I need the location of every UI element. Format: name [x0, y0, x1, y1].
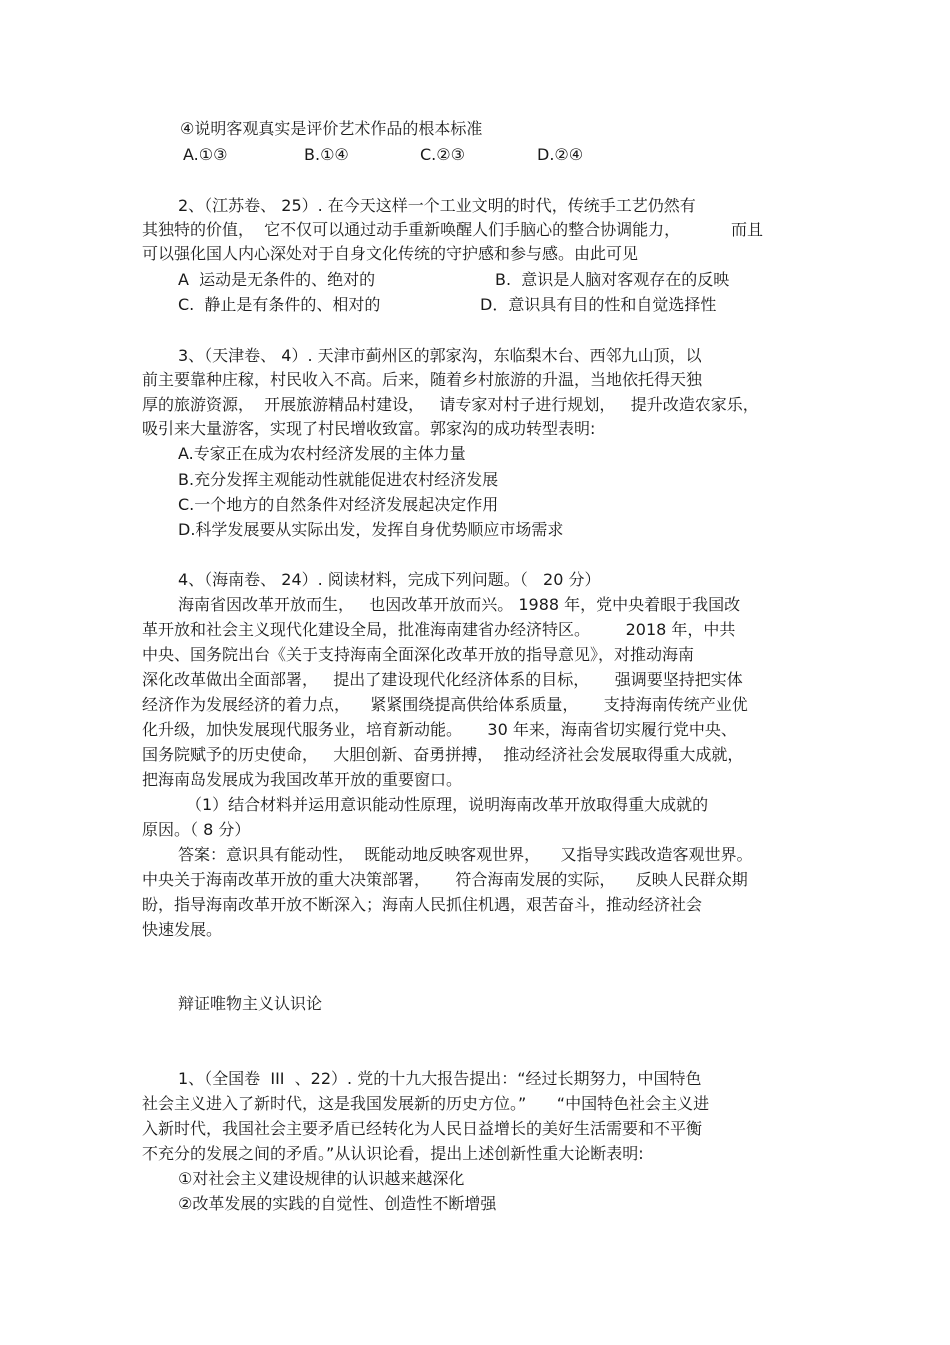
q4-subquestion-line-1: （1）结合材料并运用意识能动性原理，说明海南改革开放取得重大成就的 — [186, 795, 709, 814]
q4-line-2: 海南省因改革开放而生， 也因改革开放而兴。 1988 年，党中央着眼于我国改 — [178, 595, 741, 614]
q4-line-4: 中央、国务院出台《关于支持海南全面深化改革开放的指导意见》，对推动海南 — [142, 645, 695, 664]
choice-d: D.②④ — [537, 145, 584, 164]
q2-option-a: A 运动是无条件的、绝对的 — [178, 270, 376, 289]
q4-line-7: 化升级，加快发展现代服务业，培育新动能。 30 年来，海南省切实履行党中央、 — [142, 720, 737, 739]
q3-line-2: 前主要靠种庄稼，村民收入不高。后来，随着乡村旅游的升温，当地依托得天独 — [142, 370, 703, 389]
q4-line-6: 经济作为发展经济的着力点， 紧紧围绕提高供给体系质量， 支持海南传统产业优 — [142, 695, 748, 714]
q3-option-d: D.科学发展要从实际出发，发挥自身优势顺应市场需求 — [178, 520, 564, 539]
choice-a: A.①③ — [183, 145, 228, 164]
q4-answer-line-2: 中央关于海南改革开放的重大决策部署， 符合海南发展的实际， 反映人民群众期 — [142, 870, 748, 889]
choice-b: B.①④ — [304, 145, 349, 164]
q1b-line-4: 不充分的发展之间的矛盾。”从认识论看，提出上述创新性重大论断表明: — [142, 1144, 644, 1163]
q4-answer-line-3: 盼，指导海南改革开放不断深入；海南人民抓住机遇，艰苦奋斗，推动经济社会 — [142, 895, 703, 914]
q4-line-9: 把海南岛发展成为我国改革开放的重要窗口。 — [142, 770, 463, 789]
q1b-item-1: ①对社会主义建设规律的认识越来越深化 — [178, 1169, 465, 1188]
q4-line-5: 深化改革做出全面部署， 提出了建设现代化经济体系的目标， 强调要坚持把实体 — [142, 670, 743, 689]
option-item-4: ④说明客观真实是评价艺术作品的根本标准 — [180, 119, 483, 138]
q4-subquestion-line-2: 原因。（ 8 分） — [142, 820, 251, 839]
q4-line-8: 国务院赋予的历史使命， 大胆创新、奋勇拼搏， 推动经济社会发展取得重大成就， — [142, 745, 744, 764]
q3-line-1: 3、（天津卷、 4）. 天津市蓟州区的郭家沟，东临梨木台、西邻九山顶，以 — [178, 346, 702, 365]
q3-line-4: 吸引来大量游客，实现了村民增收致富。郭家沟的成功转型表明: — [142, 419, 596, 438]
q4-answer-line-1: 答案：意识具有能动性， 既能动地反映客观世界， 又指导实践改造客观世界。 — [178, 845, 753, 864]
q3-line-3: 厚的旅游资源， 开展旅游精品村建设， 请专家对村子进行规划， 提升改造农家乐， — [142, 395, 759, 414]
q2-option-b: B. 意识是人脑对客观存在的反映 — [495, 270, 730, 289]
q2-line-1: 2、（江苏卷、 25）. 在今天这样一个工业文明的时代，传统手工艺仍然有 — [178, 196, 696, 215]
q1b-line-2: 社会主义进入了新时代，这是我国发展新的历史方位。” “中国特色社会主义进 — [142, 1094, 710, 1113]
section-heading: 辩证唯物主义认识论 — [178, 994, 323, 1013]
q1b-item-2: ②改革发展的实践的自觉性、创造性不断增强 — [178, 1194, 497, 1213]
q2-line-3: 可以强化国人内心深处对于自身文化传统的守护感和参与感。由此可见 — [142, 244, 639, 263]
q3-option-c: C.一个地方的自然条件对经济发展起决定作用 — [178, 495, 499, 514]
q2-option-c: C. 静止是有条件的、相对的 — [178, 295, 381, 314]
q3-option-a: A.专家正在成为农村经济发展的主体力量 — [178, 444, 466, 463]
q2-line-2: 其独特的价值， 它不仅可以通过动手重新唤醒人们手脑心的整合协调能力， 而且 — [142, 220, 764, 239]
q1b-line-3: 入新时代，我国社会主要矛盾已经转化为人民日益增长的美好生活需要和不平衡 — [142, 1119, 703, 1138]
q1b-line-1: 1、（全国卷 III 、22）. 党的十九大报告提出：“经过长期努力，中国特色 — [178, 1069, 702, 1088]
q4-line-3: 革开放和社会主义现代化建设全局，批准海南建省办经济特区。 2018 年，中共 — [142, 620, 736, 639]
q2-option-d: D．意识具有目的性和自觉选择性 — [480, 295, 717, 314]
q4-answer-line-4: 快速发展。 — [142, 920, 223, 939]
choice-c: C.②③ — [420, 145, 465, 164]
q3-option-b: B.充分发挥主观能动性就能促进农村经济发展 — [178, 470, 499, 489]
q4-line-1: 4、（海南卷、 24）. 阅读材料，完成下列问题。（ 20 分） — [178, 570, 601, 589]
